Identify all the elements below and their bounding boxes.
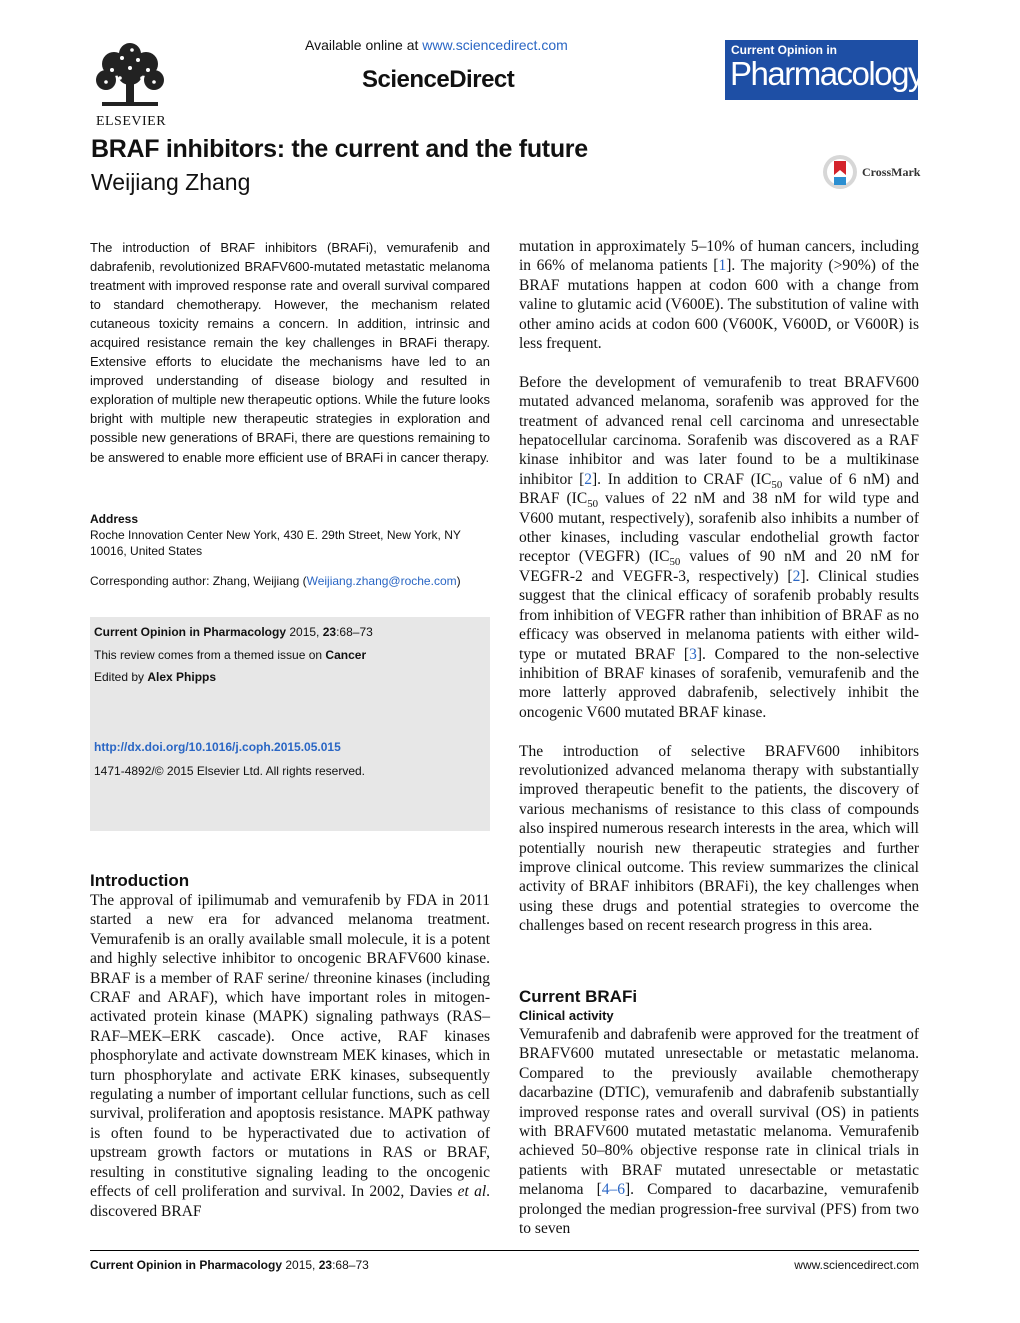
footer-rule (90, 1250, 919, 1251)
available-online-line (305, 37, 568, 53)
corresponding-author (90, 574, 461, 588)
text-part: ]. Clinical studies suggest that the clinical efficacy of sorafenib probably results from inhibition of VEGFR rather than inhibition of BRAF as no efficacy was observed in melanoma patients with either wild-type or mutated BRAF [ (519, 567, 919, 663)
info-theme-name: Cancer (325, 648, 367, 662)
available-prefix: Available online at (305, 37, 423, 53)
footer-journal-name: Current Opinion in Pharmacology (90, 1258, 283, 1272)
intro-text-part: . discovered BRAF (90, 1183, 490, 1220)
text-part: ]. In addition to CRAF (IC (592, 470, 772, 488)
info-theme-prefix: This review comes from a themed issue on (94, 648, 326, 662)
reference-link[interactable]: 2 (584, 470, 592, 488)
article-info-box (90, 617, 490, 831)
footer-year: 2015, (282, 1258, 319, 1272)
info-copyright: 1471-4892/© 2015 Elsevier Ltd. All rights reserved. (94, 764, 365, 778)
text-part: values of 90 nM and 20 nM for VEGFR-2 and VEGFR-3, respectively) [ (519, 548, 919, 585)
current-brafi-heading: Current BRAFi (519, 987, 638, 1006)
journal-logo-main: Pharmacology (730, 55, 923, 92)
subscript: 50 (669, 556, 681, 569)
footer-volume: 23 (318, 1258, 333, 1272)
text-part: ]. The majority (>90%) of the BRAF mutations happen at codon 600 with a change from valine to glutamic acid (V600E). The substitution of valine with other amino acids at codon 600 (V600K, V600D, or V600R) is less frequent. (519, 257, 919, 353)
abstract: The introduction of BRAF inhibitors (BRAFi), vemurafenib and dabrafenib, revolutionized BRAFV600-mutated metastatic melanoma treatment with improved response rate and overall survival compared to standard chemotherapy. However, the mechanism related cutaneous toxicity remains a concern. In addition, intrinsic and acquired resistance remain the key challenges in BRAFi therapy. Extensive efforts to elucidate the mechanisms have led to an improved understanding of disease biology and resulted in exploration of multiple new therapeutic options. While the future looks bright with multiple new therapeutic strategies in exploration and possible new generations of BRAFi, there are questions remaining to be answered to enable more efficient use of BRAFi in cancer therapy. (90, 240, 490, 465)
introduction-paragraph (90, 891, 490, 1221)
right-column (519, 237, 919, 955)
doi-link[interactable]: http://dx.doi.org/10.1016/j.coph.2015.05.015 (94, 740, 341, 754)
paragraph: The introduction of selective BRAFV600 inhibitors revolutionized advanced melanoma therapy with substantially improved therapeutic benefit to the patients, the discovery of various mechanisms of resistance to this class of compounds also inspired numerous research interests in the area, which will potentially nourish new therapeutic strategies and further improve clinical outcome. This review summarizes the clinical activity of BRAF inhibitors (BRAFi), the key challenges when using these drugs and potential strategies to overcome the challenges based on recent research progress in this area. (519, 742, 919, 935)
intro-text-part: The approval of ipilimumab and vemurafenib by FDA in 2011 started a new era for advanced melanoma treatment. Vemurafenib is an orally available small molecule, it is a potent and highly selective inhibitor to oncogenic BRAFV600 kinase. BRAF is a member of RAF serine/ threonine kinases (including CRAF and ARAF), which have important roles in mitogen-activated protein kinase (MAPK) signaling pathways (RAS–RAF–MEK–ERK cascade). Once active, RAF kinases phosphorylate and activate downstream MEK kinases, which in turn phosphorylate and activate ERK kinases, subsequently regulating a number of important cellular functions, such as cell survival, proliferation and apoptosis resistance. MAPK pathway is often found to be hyperactivated due to activation of upstream growth factors or mutations in RAS or BRAF, resulting in constitutive signaling leading to the oncogenic effects of cell proliferation and survival. In 2002, Davies (90, 892, 490, 1201)
subscript: 50 (587, 498, 599, 511)
publisher-name: ELSEVIER (95, 114, 167, 129)
info-journal-name: Current Opinion in Pharmacology (94, 625, 287, 639)
journal-logo-top: Current Opinion in (731, 43, 837, 57)
corresponding-suffix: ) (456, 574, 461, 588)
text-part: values of 22 nM and 38 nM for wild type and V600 mutant, respectively), sorafenib also inhibits a number of other kinases, including vascular endothelial growth factor receptor (VEGFR) (IC (519, 490, 919, 566)
address-heading: Address (90, 512, 139, 526)
text-part: Vemurafenib and dabrafenib were approved for the treatment of BRAFV600 mutated unresectable or metastatic melanoma. Compared to the previously available chemotherapy dacarbazine (DTIC), vemurafenib and dabrafenib substantially improved response rates and overall survival (OS) in patients with BRAFV600 mutated metastatic melanoma. Vemurafenib achieved 50–80% objective response rate in clinical trials in patients with BRAF mutated unresectable or metastatic melanoma [ (519, 1026, 919, 1199)
info-journal-pages: :68–73 (336, 625, 373, 639)
sciencedirect-brand: ScienceDirect (362, 66, 515, 93)
author-email-link[interactable]: Weijiang.zhang@roche.com (306, 574, 457, 588)
reference-link[interactable]: 4–6 (601, 1181, 626, 1199)
info-journal-citation (94, 625, 373, 639)
info-editor-name: Alex Phipps (147, 670, 217, 684)
subscript: 50 (771, 478, 783, 491)
introduction-heading: Introduction (90, 871, 190, 890)
elsevier-tree-icon (92, 40, 168, 112)
text-part: mutation in approximately 5–10% of human cancers, including in 66% of melanoma patients [ (519, 238, 919, 275)
reference-link[interactable]: 1 (718, 257, 727, 275)
corresponding-prefix: Corresponding author: Zhang, Weijiang ( (90, 574, 307, 588)
footer-pages: :68–73 (332, 1258, 369, 1272)
text-part: ]. Compared to the non-selective inhibition of BRAF kinases of sorafenib, vemurafenib and the more latterly approved dabrafenib, selectively inhibit the oncogenic V600 mutated BRAF kinase. (519, 645, 919, 721)
info-editor-prefix: Edited by (94, 670, 148, 684)
journal-logo (725, 40, 923, 100)
info-theme (94, 648, 366, 662)
reference-link[interactable]: 2 (792, 567, 801, 585)
text-part: ]. Compared to dacarbazine, vemurafenib prolonged the median progression-free survival (PFS) from two to seven (519, 1181, 919, 1238)
reference-link[interactable]: 3 (689, 645, 697, 663)
clinical-activity-paragraph (519, 1025, 919, 1238)
address-text: Roche Innovation Center New York, 430 E. 29th Street, New York, NY 10016, United States (90, 528, 461, 558)
crossmark-icon (822, 153, 858, 191)
text-part: Before the development of vemurafenib to treat BRAFV600 mutated advanced melanoma, sorafenib was approved for the treatment of advanced renal cell carcinoma and unresectable hepatocellular carcinoma. Sorafenib was discovered as a RAF kinase inhibitor and was later found to be a multikinase inhibitor [ (519, 373, 919, 488)
paragraph (519, 373, 919, 722)
paragraph (519, 237, 919, 353)
info-journal-year: 2015, (286, 625, 323, 639)
elsevier-logo (92, 40, 170, 130)
info-editor (94, 670, 216, 684)
footer-url[interactable]: www.sciencedirect.com (794, 1258, 919, 1272)
text-part: value of 6 nM) and BRAF (IC (519, 470, 919, 508)
footer-citation (90, 1258, 369, 1272)
crossmark-badge[interactable] (822, 153, 922, 191)
article-title: BRAF inhibitors: the current and the future (91, 135, 588, 163)
intro-etal: et al (457, 1183, 487, 1201)
info-journal-volume: 23 (322, 625, 337, 639)
article-author: Weijiang Zhang (91, 169, 251, 195)
crossmark-label: CrossMark (862, 165, 921, 179)
clinical-activity-heading: Clinical activity (519, 1008, 614, 1023)
sciencedirect-link[interactable]: www.sciencedirect.com (422, 37, 568, 53)
